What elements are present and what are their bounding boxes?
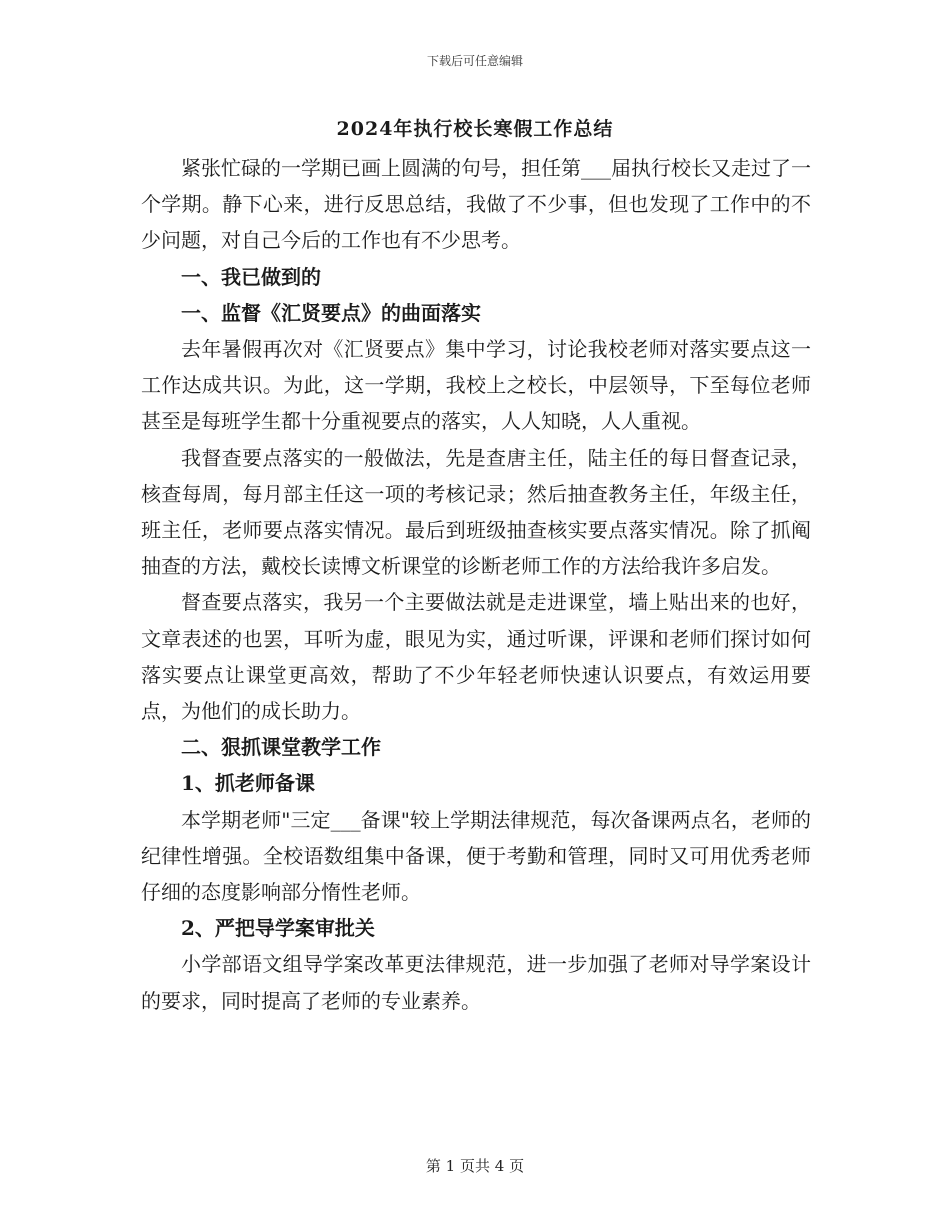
page-footer: 第 1 页共 4 页 [425, 1157, 525, 1175]
document-title: 2024年执行校长寒假工作总结 [336, 118, 614, 140]
section-heading-2: 二、狠抓课堂教学工作 [181, 735, 381, 760]
paragraph: 本学期老师"三定___备课"较上学期法律规范，每次备课两点名，老师的纪律性增强。全校语数组集中备课，便于考勤和管理，同时又可用优秀老师仔细的态度影响部分惰性老师。 [141, 807, 811, 905]
section-heading-1: 一、我已做到的 [181, 264, 321, 289]
subsection-heading-2-2: 2、严把导学案审批关 [181, 916, 375, 941]
paragraph: 督查要点落实，我另一个主要做法就是走进课堂，墙上贴出来的也好，文章表述的也罢，耳听为虚，眼见为实，通过听课，评课和老师们探讨如何落实要点让课堂更高效，帮助了不少年轻老师快速认识要点，有效运用要点，为他们的成长助力。 [141, 590, 811, 724]
document-body [141, 150, 811, 1019]
paragraph-intro: 紧张忙碌的一学期已画上圆满的句号，担任第___届执行校长又走过了一个学期。静下心来，进行反思总结，我做了不少事，但也发现了工作中的不少问题，对自己今后的工作也有不少思考。 [141, 156, 811, 253]
paragraph: 去年暑假再次对《汇贤要点》集中学习，讨论我校老师对落实要点这一工作达成共识。为此，这一学期，我校上之校长，中层领导，下至每位老师甚至是每班学生都十分重视要点的落实，人人知晓，人人重视。 [141, 337, 811, 434]
subsection-heading-2-1: 1、抓老师备课 [181, 771, 315, 796]
paragraph: 小学部语文组导学案改革更法律规范，进一步加强了老师对导学案设计的要求，同时提高了老师的专业素养。 [141, 952, 811, 1013]
subsection-heading-1: 一、监督《汇贤要点》的曲面落实 [181, 300, 481, 325]
paragraph: 我督查要点落实的一般做法，先是查唐主任，陆主任的每日督查记录，核查每周，每月部主任这一项的考核记录；然后抽查教务主任，年级主任，班主任，老师要点落实情况。最后到班级抽查核实要点落实情况。除了抓阄抽查的方法，戴校长读博文析课堂的诊断老师工作的方法给我许多启发。 [141, 445, 811, 579]
page-header: 下载后可任意编辑 [426, 54, 523, 68]
